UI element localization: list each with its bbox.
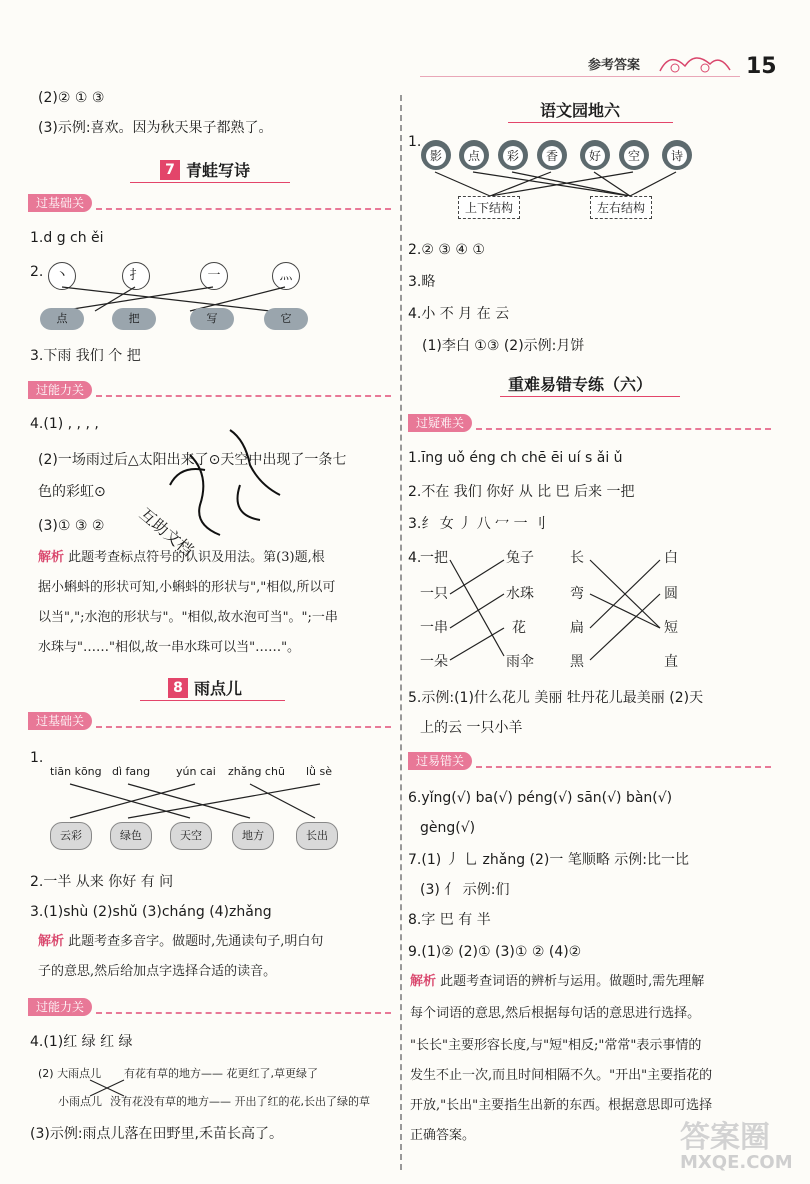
answer-line: 3.下雨 我们 个 把 (30, 348, 141, 364)
answer-line: 2.不在 我们 你好 从 比 巴 后来 一把 (408, 484, 635, 500)
tag-dash (96, 1012, 391, 1014)
pinyin-label: tiān kōng (50, 765, 102, 778)
tag-dash (96, 395, 391, 397)
lesson7-title (160, 158, 250, 181)
word-flower: 地方 (232, 822, 274, 850)
lesson8-title (168, 676, 242, 699)
lesson-title: 青蛙写诗 (186, 161, 251, 180)
match-mid: 花 (512, 620, 526, 636)
analysis-line: 据小蝌蚪的形状可知,小蝌蚪的形状与","相似,所以可 (38, 580, 336, 595)
answer-line: (3)示例:雨点儿落在田野里,禾苗长高了。 (30, 1126, 283, 1142)
word-flower: 云彩 (50, 822, 92, 850)
matching-lines (448, 556, 508, 666)
tag-hard: 过疑难关 (408, 414, 472, 432)
match-char: 长 (570, 550, 584, 566)
decorative-doodle (655, 46, 735, 80)
answer-line: 1. (30, 750, 44, 766)
match-char: 白 (664, 550, 678, 566)
match-char: 直 (664, 654, 678, 670)
title-underline (130, 182, 290, 183)
answer-line: 1.īng uǒ éng ch chē ēi uí s ǎi ǔ (408, 450, 623, 466)
word-flower: 绿色 (110, 822, 152, 850)
tadpole-word: 点 (40, 308, 84, 330)
owl-char (537, 136, 567, 170)
analysis-text: 此题考查多音字。做题时,先通读句子,明白句 (68, 934, 324, 949)
answer-line: 1.d g ch ěi (30, 230, 104, 246)
sentence-right: 没有花没有草的地方—— 开出了红的花,长出了绿的草 (110, 1095, 370, 1108)
analysis-line: 水珠与"……"相似,故一串水珠可以当"……"。 (38, 640, 301, 655)
answer-line: gèng(√) (420, 820, 476, 836)
title-underline (508, 122, 673, 123)
answer-line: 3.(1)shù (2)shǔ (3)cháng (4)zhǎng (30, 904, 272, 920)
sentence-left: 小雨点儿 (58, 1095, 102, 1108)
answer-line: 4. (408, 550, 422, 566)
owl-char (619, 136, 649, 170)
match-mid: 雨伞 (506, 654, 534, 670)
answer-line: (2)一场雨过后△太阳出来了⊙天空中出现了一条七 (38, 452, 347, 468)
analysis-line (38, 932, 323, 952)
tag-dash (96, 208, 391, 210)
analysis-line: 以当",";水泡的形状与"。"相似,故水泡可当"。";一串 (38, 610, 338, 625)
owl-char-label: 彩 (503, 146, 523, 166)
analysis-line: 正确答案。 (410, 1128, 476, 1143)
owl-char (662, 136, 692, 170)
match-left: 一只 (420, 586, 448, 602)
pinyin-label: yún cai (176, 765, 216, 778)
sentence-right: 有花有草的地方—— 花更红了,草更绿了 (124, 1067, 318, 1080)
match-left: 一串 (420, 620, 448, 636)
pinyin-label: dì fang (112, 765, 151, 778)
answer-line: 1. (408, 134, 422, 150)
header-answer-label: 参考答案 (588, 58, 641, 73)
analysis-label: 解析 (38, 550, 65, 565)
tag-ability: 过能力关 (28, 998, 92, 1016)
tag-ability: 过能力关 (28, 381, 92, 399)
match-mid: 兔子 (506, 550, 534, 566)
pinyin-label: lǜ sè (306, 765, 333, 778)
tag-easy: 过易错关 (408, 752, 472, 770)
tag-dash (476, 428, 771, 430)
analysis-line: 子的意思,然后给加点字选择合适的读音。 (38, 964, 277, 979)
answer-line: 3.纟 女 丿 八 冖 一 刂 (408, 516, 547, 532)
answer-line: (1)李白 ①③ (2)示例:月饼 (422, 338, 585, 354)
owl-char-label: 点 (464, 146, 484, 166)
answer-line: 6.yǐng(√) ba(√) péng(√) sān(√) bàn(√) (408, 790, 673, 806)
tag-basic: 过基础关 (28, 712, 92, 730)
answer-line: 2.一半 从来 你好 有 问 (30, 874, 174, 890)
lesson-number: 8 (168, 678, 188, 698)
match-char: 短 (664, 620, 678, 636)
owl-char (498, 136, 528, 170)
tag-dash (476, 766, 771, 768)
match-char: 黑 (570, 654, 584, 670)
analysis-line: 发生不止一次,而且时间相隔不久。"开出"主要指花的 (410, 1068, 713, 1083)
matching-lines (50, 782, 340, 822)
owl-char (580, 136, 610, 170)
match-char: 扁 (570, 620, 584, 636)
analysis-line (410, 972, 704, 992)
owl-char-label: 香 (542, 146, 562, 166)
section-title: 语文园地六 (540, 101, 621, 120)
handwriting-text: 互助文档 (135, 504, 198, 561)
answer-line: 7.(1) 丿 乚 zhǎng (2)一 笔顺略 示例:比一比 (408, 852, 689, 868)
header-rule (420, 76, 740, 77)
matching-lines (588, 556, 662, 666)
answer-line: 上的云 一只小羊 (420, 720, 523, 736)
sentence-left: (2) 大雨点儿 (38, 1067, 102, 1080)
lesson-title: 雨点儿 (194, 679, 243, 698)
analysis-text: 此题考查词语的辨析与运用。做题时,需先理解 (440, 974, 705, 989)
match-mid: 水珠 (506, 586, 534, 602)
owl-char (459, 136, 489, 170)
owl-char-label: 空 (624, 146, 644, 166)
answer-line: (3) 亻 示例:们 (420, 882, 510, 898)
match-char: 弯 (570, 586, 584, 602)
owl-char (421, 136, 451, 170)
answer-line: 3.略 (408, 274, 436, 290)
answer-line: 8.字 巴 有 半 (408, 912, 491, 928)
match-left: 一朵 (420, 654, 448, 670)
answer-line: 5.示例:(1)什么花儿 美丽 牡丹花儿最美丽 (2)天 (408, 690, 704, 706)
match-char: 圆 (664, 586, 678, 602)
tadpole-word: 把 (112, 308, 156, 330)
match-left: 一把 (420, 550, 448, 566)
word-flower: 天空 (170, 822, 212, 850)
answer-line: 4.(1) , , , , (30, 416, 99, 432)
answer-line: 4.小 不 月 在 云 (408, 306, 510, 322)
answer-line: (3)① ③ ② (38, 518, 105, 534)
answer-line: 4.(1)红 绿 红 绿 (30, 1034, 133, 1050)
watermark-logo: 答案圈 (680, 1120, 770, 1155)
stroke-circle: 灬 (272, 262, 300, 290)
analysis-line: 开放,"长出"主要指生出新的东西。根据意思即可选择 (410, 1098, 713, 1113)
stroke-circle: 扌 (122, 262, 150, 290)
answer-line: 2. (30, 264, 44, 280)
stroke-circle: 丶 (48, 262, 76, 290)
owl-char-label: 诗 (667, 146, 687, 166)
stroke-circle: 一 (200, 262, 228, 290)
pinyin-label: zhǎng chū (228, 765, 285, 778)
structure-box: 左右结构 (590, 196, 652, 219)
structure-box: 上下结构 (458, 196, 520, 219)
analysis-text: 此题考查标点符号的认识及用法。第(3)题,根 (68, 550, 325, 565)
title-underline (140, 700, 285, 701)
answer-line: 9.(1)② (2)① (3)① ② (4)② (408, 944, 582, 960)
answer-line: (3)示例:喜欢。因为秋天果子都熟了。 (38, 120, 273, 136)
analysis-line (38, 548, 325, 568)
title-underline (500, 396, 680, 397)
owl-char-label: 影 (426, 146, 446, 166)
tag-basic: 过基础关 (28, 194, 92, 212)
column-divider (400, 95, 402, 1170)
tag-dash (96, 726, 391, 728)
section-title: 重难易错专练（六） (508, 375, 653, 394)
word-flower: 长出 (296, 822, 338, 850)
watermark-url: MXQE.COM (680, 1152, 793, 1173)
answer-line: (2)② ① ③ (38, 90, 105, 106)
tadpole-word: 写 (190, 308, 234, 330)
lesson-number: 7 (160, 160, 180, 180)
analysis-label: 解析 (410, 974, 437, 989)
analysis-label: 解析 (38, 934, 65, 949)
tadpole-word: 它 (264, 308, 308, 330)
analysis-line: 每个词语的意思,然后根据每句话的意思进行选择。 (410, 1006, 701, 1021)
page-number: 15 (746, 54, 777, 79)
answer-line: 色的彩虹⊙ (38, 484, 106, 500)
analysis-line: "长长"主要形容长度,与"短"相反;"常常"表示事情的 (410, 1038, 702, 1053)
owl-char-label: 好 (585, 146, 605, 166)
answer-line: 2.② ③ ④ ① (408, 242, 485, 258)
